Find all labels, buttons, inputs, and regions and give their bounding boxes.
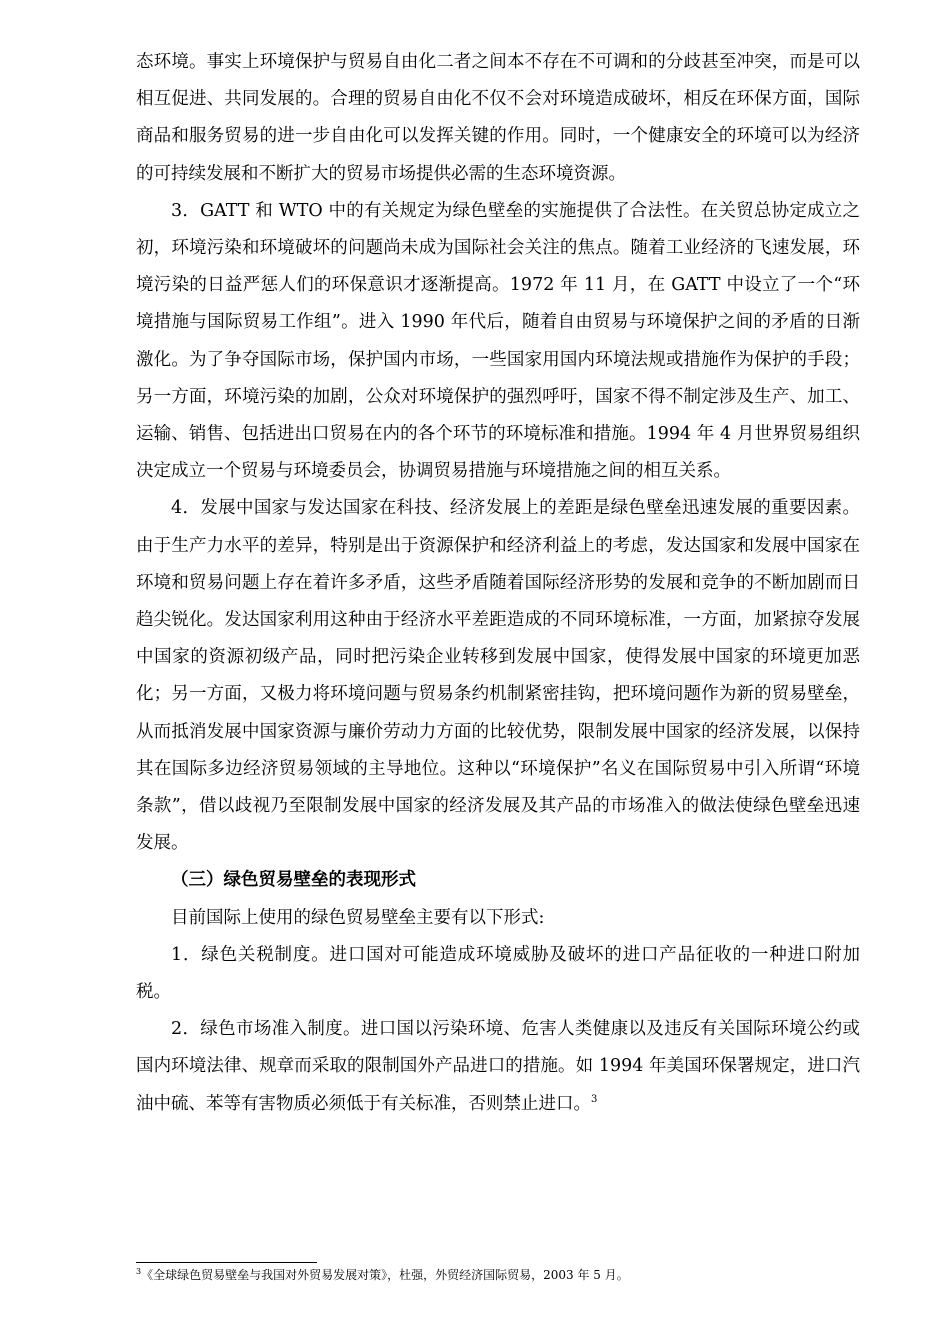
footnote bbox=[136, 1266, 860, 1284]
paragraph-item-2-text: 2．绿色市场准入制度。进口国以污染环境、危害人类健康以及违反有关国际环境公约或国内环境法律、规章而采取的限制国外产品进口的措施。如 1994 年美国环保署规定，进口汽油中硫、苯等有害物质必须低于有关标准，否则禁止进口。 bbox=[136, 1019, 860, 1114]
footnote-mark: 3 bbox=[136, 1267, 142, 1276]
paragraph-point-4: 4．发展中国家与发达国家在科技、经济发展上的差距是绿色壁垒迅速发展的重要因素。由于生产力水平的差异，特别是出于资源保护和经济利益上的考虑，发达国家和发展中国家在环境和贸易问题上存在着许多矛盾，这些矛盾随着国际经济形势的发展和竞争的不断加剧而日趋尖锐化。发达国家利用这种由于经济水平差距造成的不同环境标准，一方面，加紧掠夺发展中国家的资源初级产品，同时把污染企业转移到发展中国家，使得发展中国家的环境更加恶化；另一方面，又极力将环境问题与贸易条约机制紧密挂钩，把环境问题作为新的贸易壁垒，从而抵消发展中国家资源与廉价劳动力方面的比较优势，限制发展中国家的经济发展，以保持其在国际多边经济贸易领域的主导地位。这种以“环境保护”名义在国际贸易中引入所谓“环境条款”，借以歧视乃至限制发展中国家的经济发展及其产品的市场准入的做法使绿色壁垒迅速发展。 bbox=[136, 498, 860, 854]
paragraph-point-3: 3．GATT 和 WTO 中的有关规定为绿色壁垒的实施提供了合法性。在关贸总协定成立之初，环境污染和环境破坏的问题尚未成为国际社会关注的焦点。随着工业经济的飞速发展，环境污染的日益严惩人们的环保意识才逐渐提高。1972 年 11 月，在 GATT 中设立了一个“环境措施与国际贸易工作组”。进入 1990 年代后，随着自由贸易与环境保护之间的矛盾的日渐激化。为了争夺国际市场，保护国内市场，一些国家用国内环境法规或措施作为保护的手段；另一方面，环境污染的加剧，公众对环境保护的强烈呼吁，国家不得不制定涉及生产、加工、运输、销售、包括进出口贸易在内的各个环节的环境标准和措施。1994 年 4 月世界贸易组织决定成立一个贸易与环境委员会，协调贸易措施与环境措施之间的相互关系。 bbox=[136, 200, 860, 482]
footnote-separator bbox=[136, 1262, 317, 1263]
footnote-reference: 3 bbox=[591, 1093, 598, 1105]
section-heading: （三）绿色贸易壁垒的表现形式 bbox=[171, 870, 416, 891]
footnote-text: 《全球绿色贸易壁垒与我国对外贸易发展对策》，杜强，外贸经济国际贸易，2003 年 5 月。 bbox=[141, 1268, 629, 1282]
paragraph-item-1: 1．绿色关税制度。进口国对可能造成环境威胁及破坏的进口产品征收的一种进口附加税。 bbox=[136, 944, 860, 1003]
paragraph-intro: 目前国际上使用的绿色贸易壁垒主要有以下形式: bbox=[171, 907, 545, 928]
body-text bbox=[136, 44, 860, 1123]
paragraph-continuation: 态环境。事实上环境保护与贸易自由化二者之间本不存在不可调和的分歧甚至冲突，而是可以相互促进、共同发展的。合理的贸易自由化不仅不会对环境造成破坏，相反在环保方面，国际商品和服务贸易的进一步自由化可以发挥关键的作用。同时，一个健康安全的环境可以为经济的可持续发展和不断扩大的贸易市场提供必需的生态环境资源。 bbox=[136, 52, 860, 184]
paragraph-item-2 bbox=[136, 1011, 860, 1123]
